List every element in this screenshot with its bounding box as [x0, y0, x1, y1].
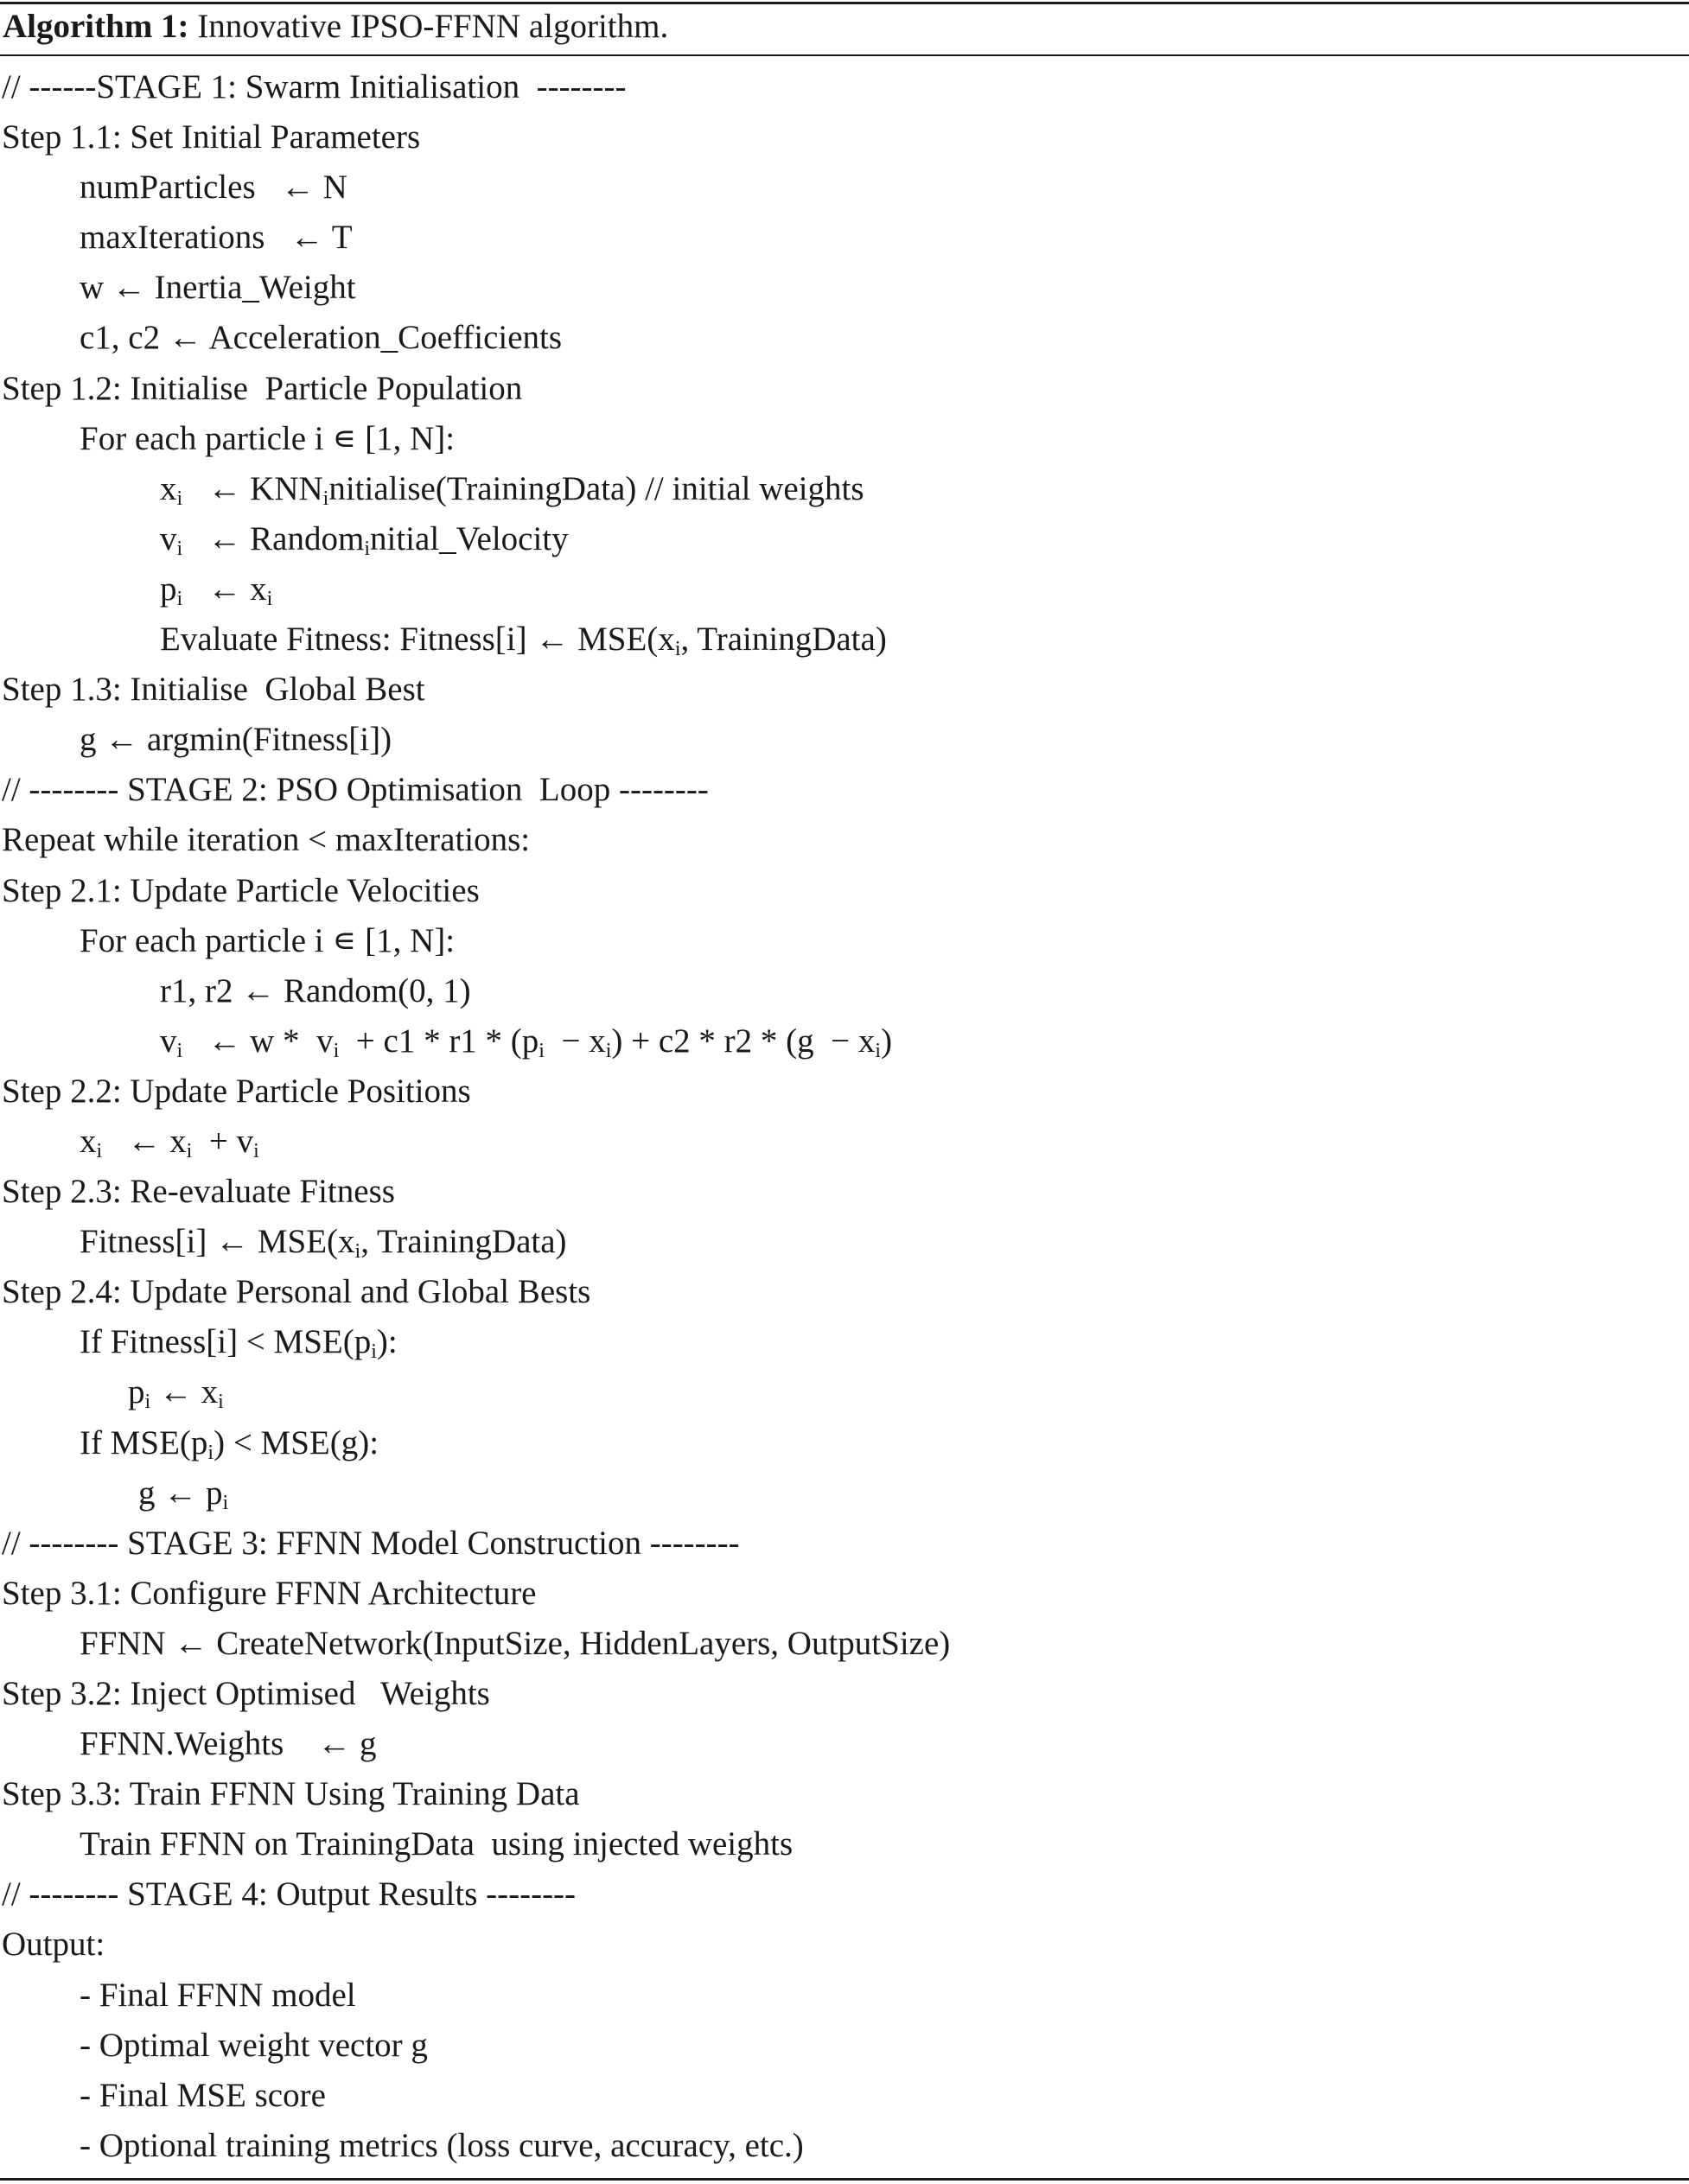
line-text: ) — [881, 1022, 893, 1060]
line-text: ← x — [102, 1122, 187, 1160]
subscript: i — [176, 1039, 183, 1062]
algorithm-label: Algorithm 1: — [3, 8, 189, 45]
algorithm-line — [0, 414, 1689, 464]
algorithm-line — [0, 1217, 1689, 1267]
line-text: numParticles ← N — [80, 169, 347, 207]
subscript: i — [144, 1391, 151, 1414]
header-rule — [0, 54, 1689, 56]
line-text: , TrainingData) — [360, 1223, 567, 1261]
algorithm-line — [0, 2071, 1689, 2121]
line-text: p — [160, 570, 177, 608]
algorithm-line — [0, 263, 1689, 313]
line-text: Step 3.1: Configure FFNN Architecture — [2, 1574, 537, 1612]
algorithm-line — [0, 765, 1689, 815]
subscript: i — [176, 487, 183, 510]
algorithm-line — [0, 1267, 1689, 1317]
algorithm-line — [0, 614, 1689, 665]
line-text: c1, c2 ← Acceleration_Coefficients — [80, 319, 563, 357]
line-text: ← w * v — [182, 1022, 334, 1060]
line-text: For each particle i ∊ [1, N]: — [80, 419, 456, 457]
algorithm-line — [0, 1569, 1689, 1619]
line-text: Step 3.2: Inject Optimised Weights — [2, 1675, 490, 1712]
algorithm-line — [0, 162, 1689, 213]
subscript: i — [218, 1391, 224, 1414]
algorithm-header — [3, 0, 668, 54]
subscript: i — [539, 1039, 545, 1062]
line-text: Output: — [2, 1926, 105, 1964]
subscript: i — [266, 587, 273, 610]
subscript: i — [96, 1139, 103, 1162]
subscript: i — [354, 1240, 361, 1264]
subscript: i — [186, 1139, 193, 1162]
algorithm-line — [0, 916, 1689, 966]
algorithm-line — [0, 966, 1689, 1016]
line-text: ← Random — [182, 519, 365, 557]
line-text: Step 2.1: Update Particle Velocities — [2, 871, 480, 909]
algorithm-lines — [0, 62, 1689, 2171]
algorithm-line — [0, 1468, 1689, 1519]
line-text: ← x — [150, 1373, 219, 1411]
line-text: // -------- STAGE 2: PSO Optimisation Loop -------- — [2, 771, 709, 809]
algorithm-line — [0, 1519, 1689, 1569]
algorithm-line — [0, 564, 1689, 614]
line-text: If MSE(p — [80, 1423, 208, 1461]
algorithm-line — [0, 112, 1689, 162]
line-text: g ← argmin(Fitness[i]) — [80, 721, 392, 759]
algorithm-line — [0, 1920, 1689, 1970]
algorithm-line — [0, 364, 1689, 414]
algorithm-line — [0, 1669, 1689, 1719]
line-text: − x — [544, 1022, 606, 1060]
algorithm-line — [0, 1619, 1689, 1669]
algorithm-line — [0, 1769, 1689, 1819]
line-text: v — [160, 519, 177, 557]
line-text: Fitness[i] ← MSE(x — [80, 1223, 355, 1261]
subscript: i — [176, 537, 183, 560]
subscript: i — [222, 1491, 229, 1514]
line-text: nitialise(TrainingData) // initial weights — [328, 469, 864, 507]
line-text: g ← p — [138, 1474, 223, 1512]
algorithm-line — [0, 62, 1689, 112]
algorithm-line — [0, 665, 1689, 715]
line-text: ) < MSE(g): — [214, 1423, 379, 1461]
line-text: ): — [376, 1323, 398, 1361]
algorithm-line — [0, 1819, 1689, 1869]
algorithm-line — [0, 1317, 1689, 1367]
subscript: i — [322, 487, 329, 510]
algorithm-line — [0, 1971, 1689, 2021]
line-text: ) + c2 * r2 * (g − x — [611, 1022, 876, 1060]
line-text: x — [80, 1122, 97, 1160]
line-text: Evaluate Fitness: Fitness[i] ← MSE(x — [160, 621, 675, 659]
algorithm-line — [0, 514, 1689, 564]
subscript: i — [875, 1039, 882, 1062]
algorithm-line — [0, 1117, 1689, 1167]
line-text: Step 1.1: Set Initial Parameters — [2, 118, 421, 156]
line-text: // ------STAGE 1: Swarm Initialisation -------- — [2, 68, 627, 105]
line-text: v — [160, 1022, 177, 1060]
line-text: x — [160, 469, 177, 507]
line-text: p — [128, 1373, 145, 1411]
subscript: i — [176, 587, 183, 610]
line-text: + c1 * r1 * (p — [339, 1022, 539, 1060]
algorithm-line — [0, 313, 1689, 363]
line-text: , TrainingData) — [680, 621, 887, 659]
line-text: nitial_Velocity — [370, 519, 569, 557]
line-text: r1, r2 ← Random(0, 1) — [160, 971, 471, 1009]
line-text: FFNN.Weights ← g — [80, 1725, 377, 1763]
line-text: ← KNN — [182, 469, 323, 507]
algorithm-line — [0, 2121, 1689, 2171]
algorithm-line — [0, 1719, 1689, 1769]
line-text: Train FFNN on TrainingData using injected weights — [80, 1825, 794, 1863]
line-text: ← x — [182, 570, 267, 608]
line-text: maxIterations ← T — [80, 219, 353, 257]
line-text: Step 1.2: Initialise Particle Population — [2, 369, 523, 407]
subscript: i — [371, 1340, 377, 1364]
line-text: FFNN ← CreateNetwork(InputSize, HiddenLayers, OutputSize) — [80, 1624, 951, 1662]
algorithm-line — [0, 866, 1689, 916]
line-text: w ← Inertia_Weight — [80, 269, 356, 307]
line-text: Step 2.2: Update Particle Positions — [2, 1072, 471, 1110]
line-text: Step 2.4: Update Personal and Global Bests — [2, 1273, 591, 1311]
subscript: i — [674, 638, 681, 661]
line-text: + v — [192, 1122, 254, 1160]
algorithm-line — [0, 1167, 1689, 1217]
line-text: Step 1.3: Initialise Global Best — [2, 671, 425, 709]
algorithm-line — [0, 1067, 1689, 1117]
line-text: - Optimal weight vector g — [80, 2026, 428, 2064]
subscript: i — [364, 537, 371, 560]
bottom-rule — [0, 2178, 1689, 2181]
subscript: i — [605, 1039, 612, 1062]
line-text: Repeat while iteration < maxIterations: — [2, 821, 531, 859]
line-text: - Final MSE score — [80, 2076, 326, 2114]
algorithm-line — [0, 715, 1689, 765]
algorithm-line — [0, 213, 1689, 263]
line-text: // -------- STAGE 4: Output Results -------- — [2, 1875, 577, 1913]
algorithm-line — [0, 1016, 1689, 1067]
line-text: If Fitness[i] < MSE(p — [80, 1323, 372, 1361]
line-text: For each particle i ∊ [1, N]: — [80, 921, 456, 959]
line-text: - Final FFNN model — [80, 1976, 356, 2014]
line-text: Step 2.3: Re-evaluate Fitness — [2, 1173, 395, 1211]
line-text: - Optional training metrics (loss curve, accuracy, etc.) — [80, 2126, 804, 2164]
subscript: i — [207, 1441, 214, 1464]
subscript: i — [253, 1139, 259, 1162]
line-text: Step 3.3: Train FFNN Using Training Data — [2, 1775, 580, 1813]
algorithm-line — [0, 1418, 1689, 1468]
algorithm-title: Innovative IPSO-FFNN algorithm. — [197, 8, 669, 45]
algorithm-line — [0, 815, 1689, 865]
algorithm-line — [0, 464, 1689, 514]
algorithm-line — [0, 1869, 1689, 1920]
line-text: // -------- STAGE 3: FFNN Model Construction -------- — [2, 1524, 740, 1562]
algorithm-line — [0, 2021, 1689, 2071]
algorithm-line — [0, 1367, 1689, 1417]
subscript: i — [333, 1039, 340, 1062]
